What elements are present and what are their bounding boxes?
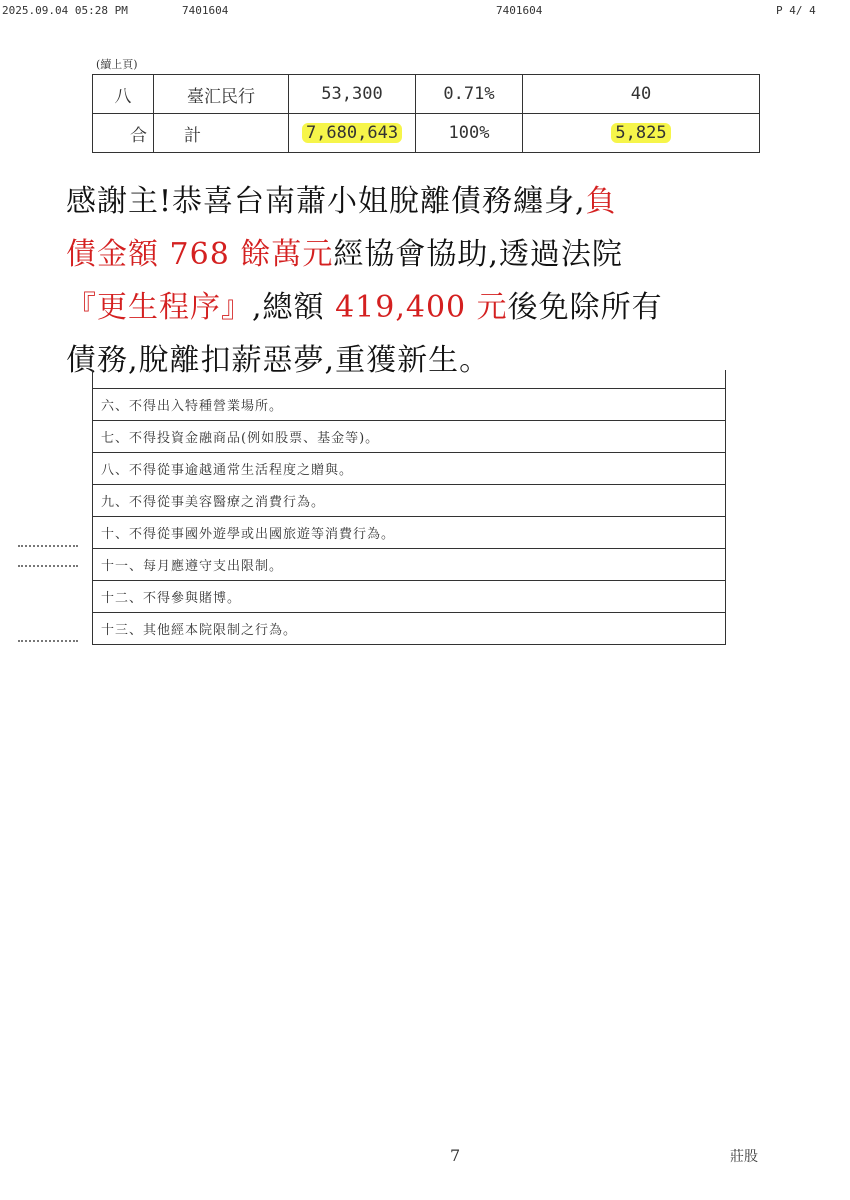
overlay-text: ,總額 [252,290,336,325]
rule-item: 十二、不得參與賭博。 [93,581,726,613]
row-percent: 0.71% [416,75,523,114]
rule-item: 十三、其他經本院限制之行為。 [93,613,726,645]
overlay-text: 經協會協助,透過法院 [333,237,623,272]
total-amount: 7,680,643 [302,123,402,143]
scan-mark [18,640,78,644]
total-label-1: 合 [93,114,154,153]
total-row [93,114,760,153]
overlay-line-1 [66,175,796,228]
congratulation-overlay [54,163,806,378]
overlay-highlight: 419,400 元 [335,290,508,325]
table-row [93,75,760,114]
overlay-highlight: 『更生程序』 [66,290,252,325]
overlay-text: 債務,脫離扣薪惡夢,重獲新生。 [66,343,491,378]
total-count-cell [523,114,760,153]
fax-page: P 4/ 4 [776,4,816,17]
rule-item: 九、不得從事美容醫療之消費行為。 [93,485,726,517]
total-count: 5,825 [611,123,670,143]
fax-id-center: 7401604 [496,4,543,17]
table-row [93,517,726,549]
total-label-2: 計 [154,114,289,153]
row-index: 八 [93,75,154,114]
rule-item: 八、不得從事逾越通常生活程度之贈與。 [93,453,726,485]
overlay-line-3 [66,281,796,334]
rule-item-blank [93,370,726,389]
page-number: 7 [450,1146,461,1165]
table-row [93,370,726,389]
row-count: 40 [523,75,760,114]
fax-header [0,4,850,20]
rule-item: 十一、每月應遵守支出限制。 [93,549,726,581]
page-sign: 莊股 [730,1149,758,1165]
table-row [93,581,726,613]
overlay-text: 感謝主!恭喜台南蕭小姐脫離債務纏身, [66,184,586,219]
total-amount-cell [289,114,416,153]
overlay-text: 後免除所有 [507,290,663,325]
table-row [93,549,726,581]
restrictions-table [92,370,726,645]
row-amount: 53,300 [289,75,416,114]
row-bank: 臺汇民行 [154,75,289,114]
rule-item: 十、不得從事國外遊學或出國旅遊等消費行為。 [93,517,726,549]
table-row [93,389,726,421]
rule-item: 六、不得出入特種營業場所。 [93,389,726,421]
bank-table [92,74,760,153]
table-row [93,485,726,517]
table-row [93,613,726,645]
total-percent: 100% [416,114,523,153]
continued-note: (續上頁) [96,58,138,71]
table-row [93,421,726,453]
scan-mark [18,545,78,549]
fax-id-left: 7401604 [182,4,229,17]
overlay-highlight: 負 [585,184,617,219]
scan-mark [18,565,78,569]
table-row [93,453,726,485]
rule-item: 七、不得投資金融商品(例如股票、基金等)。 [93,421,726,453]
fax-datetime: 2025.09.04 05:28 PM [2,4,128,17]
overlay-highlight: 債金額 768 餘萬元 [66,237,334,272]
overlay-line-2 [66,228,796,281]
